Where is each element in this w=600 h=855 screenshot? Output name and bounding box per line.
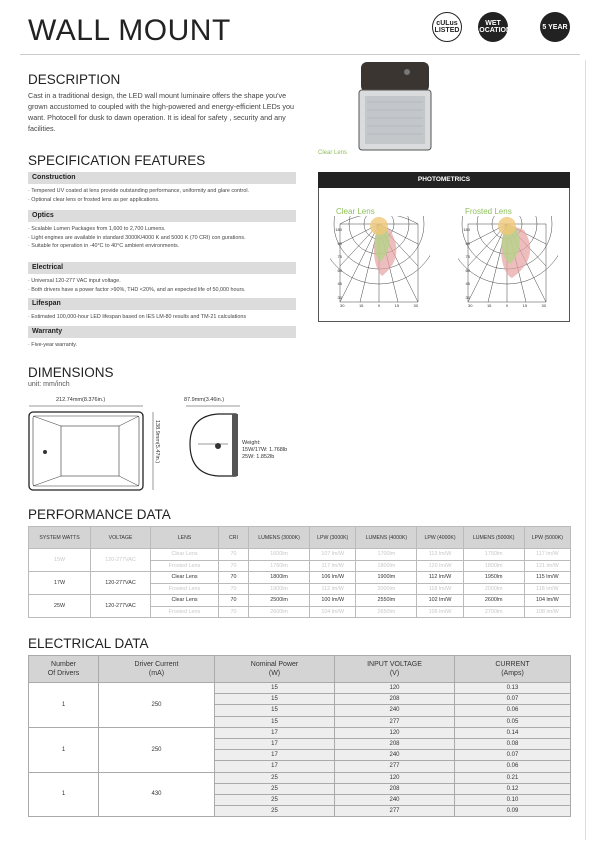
- input-voltage-cell: 120: [335, 727, 455, 738]
- width-label: 212.74mm(8.376in.): [56, 397, 106, 403]
- spec-list-construction: [28, 187, 298, 204]
- input-voltage-cell: 240: [335, 705, 455, 716]
- current-cell: 0.12: [455, 783, 571, 794]
- nominal-power-cell: 17: [215, 738, 335, 749]
- table-row: 25W 120-277VAC Clear Lens 70 2500lm 100 lm/W 2550lm 102 lm/W 2600lm 104 lm/W: [29, 595, 571, 607]
- ul-listed-badge: cULus LISTED: [432, 12, 462, 42]
- input-voltage-cell: 208: [335, 783, 455, 794]
- input-voltage-cell: 120: [335, 772, 455, 783]
- list-item: · Scalable Lumen Packages from 1,600 to 2,700 Lumens.: [28, 226, 166, 232]
- current-cell: 0.14: [455, 727, 571, 738]
- spec-list-electrical: [28, 277, 298, 294]
- current-cell: 0.07: [455, 750, 571, 761]
- nominal-power-cell: 15: [215, 683, 335, 694]
- col-lens: LENS: [151, 527, 219, 549]
- frosted-bottom-ticks: 30 15 0 15 30: [468, 303, 546, 308]
- current-cell: 0.06: [455, 705, 571, 716]
- electrical-table: [28, 655, 571, 817]
- spec-section-construction: Construction: [28, 172, 296, 184]
- list-item: · Universal 120-277 VAC input voltage.: [28, 278, 121, 284]
- height-label: 138.9mm(5.47in.): [154, 420, 160, 464]
- nominal-power-cell: 15: [215, 694, 335, 705]
- col-input-voltage: INPUT VOLTAGE (V): [335, 656, 455, 683]
- header-divider: [20, 54, 580, 55]
- photometrics-title: PHOTOMETRICS: [318, 172, 570, 188]
- specs-heading: SPECIFICATION FEATURES: [28, 153, 206, 168]
- performance-heading: PERFORMANCE DATA: [28, 507, 171, 522]
- spec-section-optics: Optics: [28, 210, 296, 222]
- spec-list-lifespan: [28, 313, 298, 322]
- spec-section-warranty: Warranty: [28, 326, 296, 338]
- table-row: [29, 727, 571, 738]
- col-lumens-4000: LUMENS (4000K): [356, 527, 417, 549]
- front-view-drawing: [25, 404, 185, 496]
- col-nominal-power: Nominal Power (W): [215, 656, 335, 683]
- side-view-drawing: [184, 404, 244, 484]
- list-item: · Five-year warranty.: [28, 342, 78, 348]
- col-lpw-3000: LPW (3000K): [310, 527, 356, 549]
- input-voltage-cell: 277: [335, 761, 455, 772]
- photometrics-clear-label: Clear Lens: [336, 207, 375, 216]
- spec-list-warranty: [28, 341, 298, 350]
- performance-table: [28, 526, 571, 618]
- input-voltage-cell: 120: [335, 683, 455, 694]
- current-cell: 0.08: [455, 738, 571, 749]
- table-row: 15W 120-277VAC Clear Lens 70 1600lm 107 lm/W 1700lm 113 lm/W 1750lm 117 lm/W: [29, 549, 571, 561]
- list-item: · Estimated 100,000-hour LED lifespan based on IES LM-80 results and TM-21 calculations: [28, 314, 247, 320]
- current-cell: 0.09: [455, 806, 571, 817]
- clear-radial-ticks: 180 90 75 60 45 30: [335, 227, 342, 300]
- dimensions-units: unit: mm/inch: [28, 381, 70, 388]
- list-item: · Light engines are available in standard 3000K/4000 K and 5000 K (70 CRI) con gurations.: [28, 234, 246, 241]
- nominal-power-cell: 15: [215, 716, 335, 727]
- drivers-cell: 1: [29, 683, 99, 728]
- wet-location-badge: WET LOCATION: [478, 12, 508, 42]
- current-cell: 0.07: [455, 694, 571, 705]
- polar-plot-clear: [330, 216, 430, 312]
- list-item: · Tempered UV coated at lens provide outstanding performance, uniformity and glare control.: [28, 188, 250, 194]
- input-voltage-cell: 240: [335, 750, 455, 761]
- driver-current-cell: 250: [99, 683, 215, 728]
- input-voltage-cell: 277: [335, 806, 455, 817]
- current-cell: 0.21: [455, 772, 571, 783]
- list-item: · Optional clear lens or frosted lens as per applications.: [28, 196, 160, 203]
- table-header-row: [29, 656, 571, 683]
- table-row: [29, 772, 571, 783]
- nominal-power-cell: 25: [215, 783, 335, 794]
- input-voltage-cell: 208: [335, 694, 455, 705]
- product-image: [355, 60, 435, 160]
- col-lpw-5000: LPW (5000K): [524, 527, 570, 549]
- drivers-cell: 1: [29, 727, 99, 772]
- nominal-power-cell: 17: [215, 761, 335, 772]
- electrical-table-body: [29, 683, 571, 817]
- table-row: [29, 683, 571, 694]
- col-current-amps: CURRENT (Amps): [455, 656, 571, 683]
- table-row: 17W 120-277VAC Clear Lens 70 1800lm 106 lm/W 1900lm 112 lm/W 1950lm 115 lm/W: [29, 572, 571, 584]
- col-system-watts: SYSTEM WATTS: [29, 527, 91, 549]
- electrical-heading: ELECTRICAL DATA: [28, 636, 149, 651]
- nominal-power-cell: 25: [215, 794, 335, 805]
- col-number-of-drivers: Number Of Drivers: [29, 656, 99, 683]
- current-cell: 0.05: [455, 716, 571, 727]
- polar-plot-frosted: [458, 216, 558, 312]
- description-heading: DESCRIPTION: [28, 72, 121, 87]
- input-voltage-cell: 277: [335, 716, 455, 727]
- spec-section-electrical: Electrical: [28, 262, 296, 274]
- nominal-power-cell: 25: [215, 772, 335, 783]
- driver-current-cell: 430: [99, 772, 215, 817]
- col-voltage: VOLTAGE: [91, 527, 151, 549]
- spec-list-optics: [28, 225, 298, 251]
- clear-bottom-ticks: 30 15 0 15 30: [340, 303, 418, 308]
- col-lumens-5000: LUMENS (5000K): [463, 527, 524, 549]
- spec-section-lifespan: Lifespan: [28, 298, 296, 310]
- col-cri: CRI: [219, 527, 249, 549]
- drivers-cell: 1: [29, 772, 99, 817]
- frosted-radial-ticks: 180 90 75 60 45 30: [463, 227, 470, 300]
- description-text: Cast in a traditional design, the LED wall mount luminaire offers the shape you've grown accustomed to coupled with the high-powered and energy-efficient LEDs you want. Photocell for dusk to dawn operation. It is ideal for safety , security and any facilities.: [28, 91, 294, 133]
- list-item: · Both drivers have a power factor >90%, THD <20%, and an expected life of 50,000 hours.: [28, 286, 246, 293]
- depth-label: 87.9mm(3.46in.): [184, 397, 225, 403]
- page-title: WALL MOUNT: [28, 14, 231, 47]
- input-voltage-cell: 208: [335, 738, 455, 749]
- col-lpw-4000: LPW (4000K): [417, 527, 463, 549]
- current-cell: 0.10: [455, 794, 571, 805]
- driver-current-cell: 250: [99, 727, 215, 772]
- col-driver-current: Driver Current (mA): [99, 656, 215, 683]
- photometrics-frosted-label: Frosted Lens: [465, 207, 512, 216]
- five-year-badge: 5 YEAR: [540, 12, 570, 42]
- nominal-power-cell: 15: [215, 705, 335, 716]
- current-cell: 0.06: [455, 761, 571, 772]
- current-cell: 0.13: [455, 683, 571, 694]
- table-row: Frosted Lens 70 2600lm 104 lm/W 2650lm 106 lm/W 2700lm 108 lm/W: [29, 606, 571, 618]
- list-item: · Suitable for operation in -40°C to 40°C ambient environments.: [28, 243, 180, 249]
- weight-block: Weight: 15W/17W: 1.768lb 25W: 1.852lb: [242, 440, 288, 460]
- dimensions-heading: DIMENSIONS: [28, 365, 114, 380]
- input-voltage-cell: 240: [335, 794, 455, 805]
- table-row: Frosted Lens 70 1900lm 112 lm/W 2000lm 118 lm/W 2000lm 118 lm/W: [29, 583, 571, 595]
- nominal-power-cell: 17: [215, 750, 335, 761]
- nominal-power-cell: 25: [215, 806, 335, 817]
- col-lumens-3000: LUMENS (3000K): [249, 527, 310, 549]
- product-caption: Clear Lens: [318, 150, 348, 156]
- table-header-row: [29, 527, 571, 549]
- nominal-power-cell: 17: [215, 727, 335, 738]
- side-divider: [585, 60, 586, 840]
- table-row: Frosted Lens 70 1760lm 117 lm/W 1800lm 120 lm/W 1800lm 121 lm/W: [29, 560, 571, 572]
